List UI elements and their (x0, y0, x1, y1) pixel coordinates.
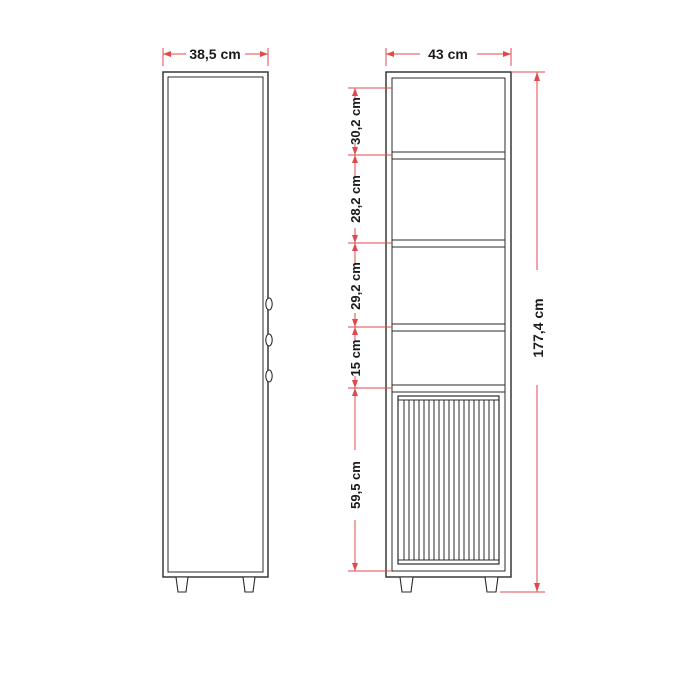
shelf-gap-label-4: 15 cm (348, 339, 363, 377)
side-view-panel (168, 77, 263, 572)
shelf-gap-label-3: 29,2 cm (348, 262, 363, 310)
front-width-label: 43 cm (428, 46, 468, 62)
shelf-gap-label-1: 30,2 cm (348, 97, 363, 145)
side-view-foot-right (243, 577, 255, 592)
front-view-foot-left (400, 577, 413, 592)
side-view-foot-left (176, 577, 188, 592)
side-view-group (163, 46, 272, 592)
hinge-icon (266, 334, 272, 346)
side-width-label: 38,5 cm (189, 46, 241, 62)
hinge-icon (266, 370, 272, 382)
shelf-gap-label-5: 59,5 cm (348, 461, 363, 509)
shelf-2 (392, 240, 505, 247)
total-height-label: 177,4 cm (530, 298, 546, 358)
front-view-group (386, 46, 511, 592)
shelf-3 (392, 324, 505, 331)
shelf-gap-label-2: 28,2 cm (348, 175, 363, 223)
shelf-1 (392, 152, 505, 159)
front-view-foot-right (485, 577, 498, 592)
hinge-icon (266, 298, 272, 310)
shelf-4 (392, 385, 505, 392)
